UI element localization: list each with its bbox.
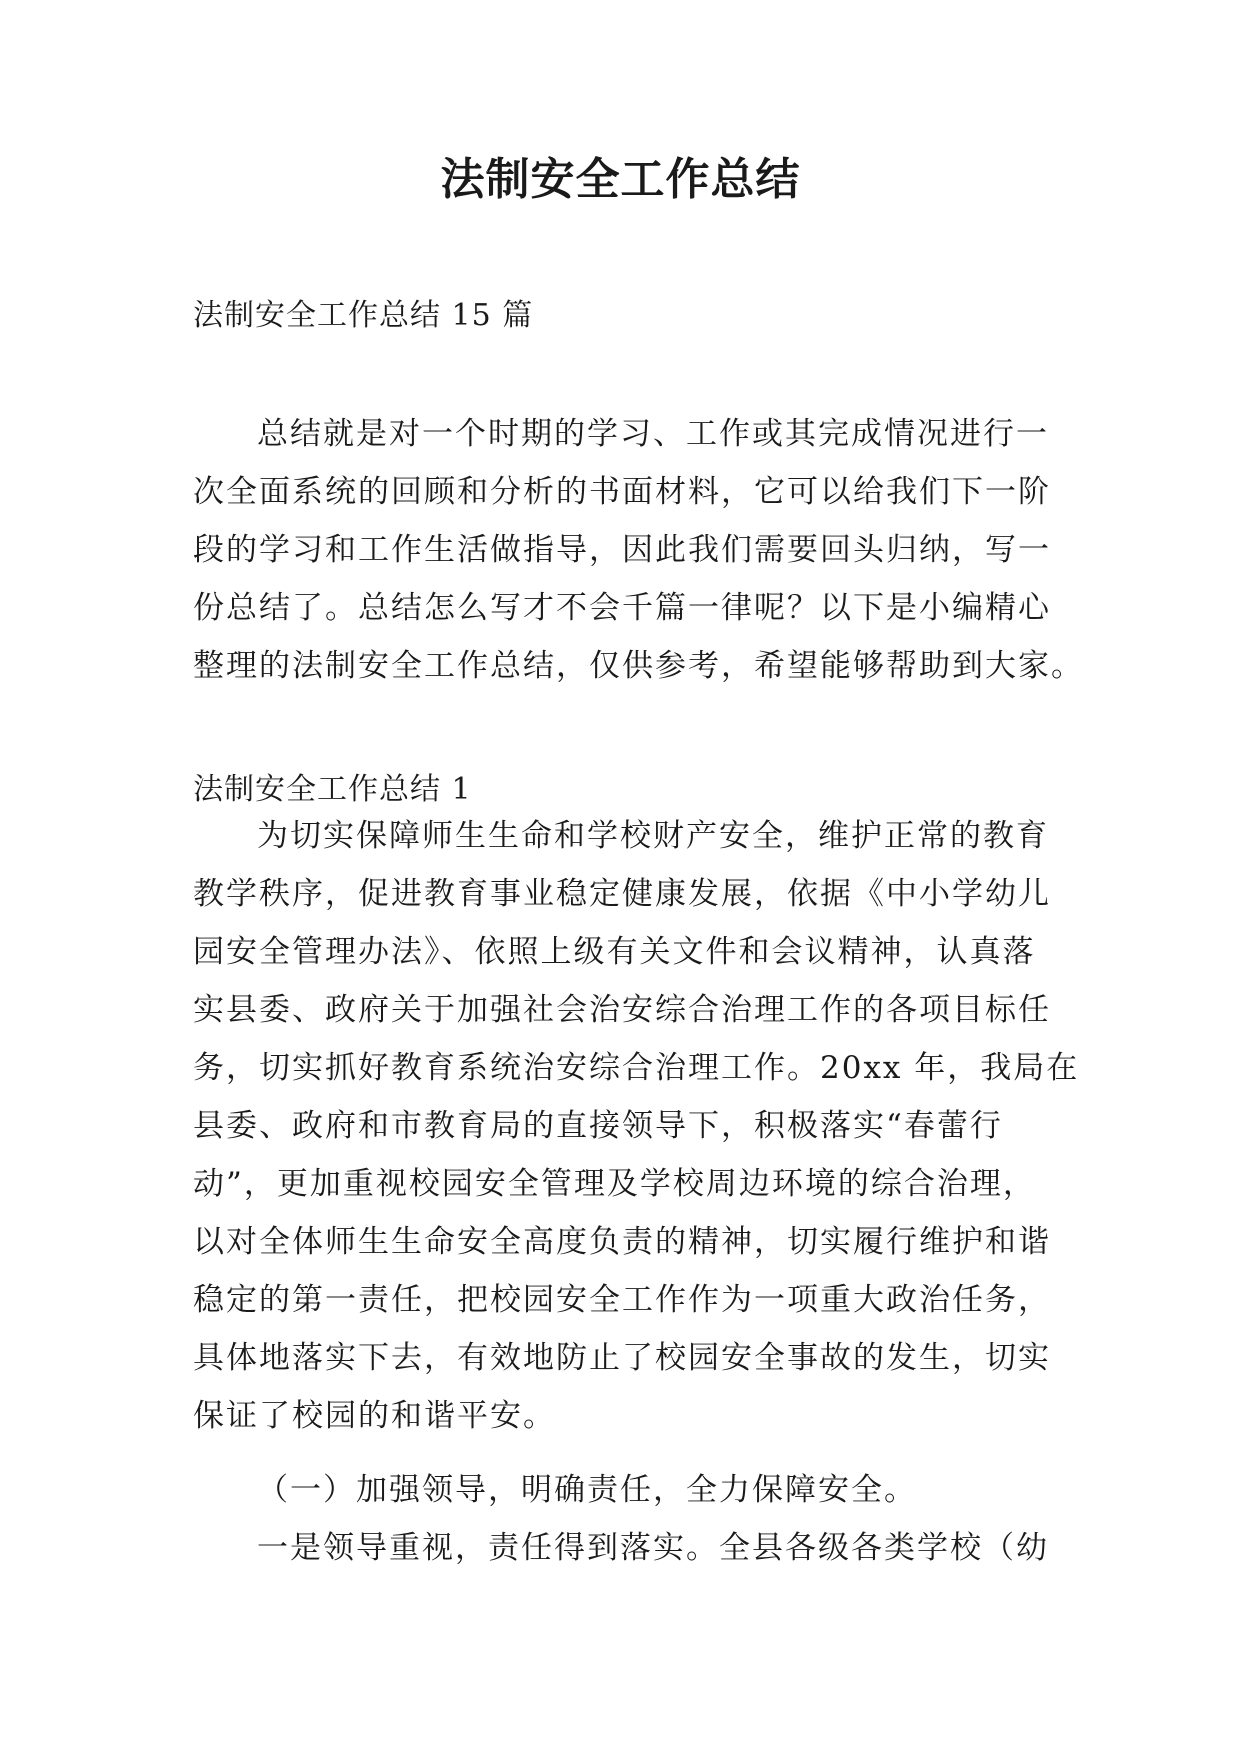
body-line: 务，切实抓好教育系统治安综合治理工作。20xx 年，我局在 [193, 1050, 1080, 1086]
document-title: 法制安全工作总结 [440, 154, 801, 205]
intro-line: 总结就是对一个时期的学习、工作或其完成情况进行一 [257, 416, 1049, 452]
intro-line: 段的学习和工作生活做指导，因此我们需要回头归纳，写一 [193, 532, 1051, 568]
intro-line: 次全面系统的回顾和分析的书面材料，它可以给我们下一阶 [193, 474, 1051, 510]
body-line: 具体地落实下去，有效地防止了校园安全事故的发生，切实 [193, 1340, 1051, 1376]
intro-line: 份总结了。总结怎么写才不会千篇一律呢？以下是小编精心 [193, 590, 1051, 626]
body-line: 为切实保障师生生命和学校财产安全，维护正常的教育 [257, 818, 1049, 854]
subheading-line: （一）加强领导，明确责任，全力保障安全。 [257, 1472, 917, 1508]
body-line: 保证了校园的和谐平安。 [193, 1398, 556, 1434]
body-paragraph [193, 1519, 1065, 1577]
body-line: 稳定的第一责任，把校园安全工作作为一项重大政治任务， [193, 1282, 1051, 1318]
body-line: 一是领导重视，责任得到落实。全县各级各类学校（幼 [257, 1530, 1049, 1566]
intro-paragraph [193, 405, 1084, 695]
section-title: 法制安全工作总结 1 [193, 772, 472, 807]
document-subtitle: 法制安全工作总结 15 篇 [193, 298, 534, 333]
body-line: 县委、政府和市教育局的直接领导下，积极落实“春蕾行 [193, 1108, 1003, 1144]
section1-paragraph [193, 807, 1080, 1445]
body-line: 教学秩序，促进教育事业稳定健康发展，依据《中小学幼儿 [193, 876, 1051, 912]
body-line: 动”，更加重视校园安全管理及学校周边环境的综合治理， [193, 1166, 1036, 1202]
body-line: 以对全体师生生命安全高度负责的精神，切实履行维护和谐 [193, 1224, 1051, 1260]
body-line: 实县委、政府关于加强社会治安综合治理工作的各项目标任 [193, 992, 1051, 1028]
body-line: 园安全管理办法》、依照上级有关文件和会议精神，认真落 [193, 934, 1036, 970]
subheading-paragraph [193, 1461, 1065, 1519]
intro-line: 整理的法制安全工作总结，仅供参考，希望能够帮助到大家。 [193, 648, 1084, 684]
